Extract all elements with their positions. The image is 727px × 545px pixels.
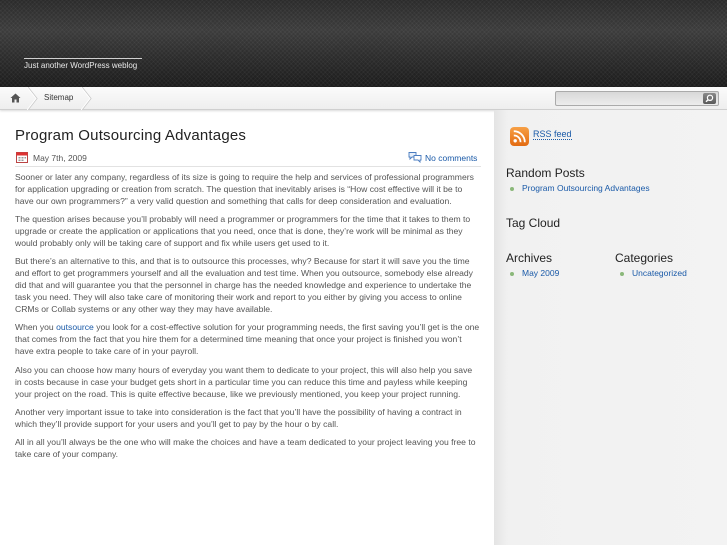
post-paragraph: The question arises because you’ll probably will need a programmer or programmers for the time that it takes to them to upgrade or create the application or applications that you need, once that is done, they’re work will be minimal as they would probably only will be taking care of support and fix while users get used to it. bbox=[15, 214, 471, 249]
post-paragraph: Sooner or later any company, regardless of its size is going to require the help and services of professional programmers for application upgrading or creation from scratch. The question that inevitably arises is “How cost effective will it be to have our own programmers?” a very valid question and something that calls for deep consideration and evaluation. bbox=[15, 172, 474, 206]
calendar-icon bbox=[16, 151, 28, 163]
search-input[interactable] bbox=[555, 91, 719, 106]
random-posts-title: Random Posts bbox=[506, 166, 585, 180]
sidebar bbox=[494, 110, 727, 545]
site-header bbox=[0, 0, 727, 87]
paragraph-text: you look for a cost-effective solution for your programming needs, the first saving you’ll get is the one that comes from the fact that you hire them for a determined time meaning that once your project is finished you won’t have extra people to take care of in your payroll. bbox=[15, 322, 480, 357]
list-bullet bbox=[510, 187, 514, 191]
post-title[interactable]: Program Outsourcing Advantages bbox=[15, 127, 247, 144]
archive-link-may-2009[interactable]: May 2009 bbox=[522, 268, 560, 278]
post-paragraph: Another very important issue to take into consideration is the fact that you’ll have the possibility of having a contract in which they’ll provide support for your users and you’ll get to pay by the hour o by call. bbox=[15, 406, 462, 429]
tag-cloud-title: Tag Cloud bbox=[506, 216, 561, 230]
post-body bbox=[15, 172, 481, 468]
paragraph-text: When you bbox=[15, 322, 57, 333]
search-icon bbox=[705, 94, 714, 103]
post-meta bbox=[15, 150, 481, 167]
categories-title: Categories bbox=[615, 251, 674, 265]
site-tagline: Just another WordPress weblog bbox=[24, 58, 142, 70]
archives-title: Archives bbox=[506, 251, 553, 265]
search-button[interactable] bbox=[703, 93, 716, 104]
home-button[interactable] bbox=[0, 87, 30, 110]
post-paragraph: But there’s an alternative to this, and that is to outsource this processes, why? Because for start it will save you the time and effort to get programmers yourself and all the evaluation and test time. When you outsource, somebody else already did that and will guarantee you that the personnel in charge has the needed knowledge and experience to undertake the task you need. They will also take care of monitoring their work and report to you either by giving you access to online CRMs or Collab systems or any other way they may have available. bbox=[15, 256, 473, 315]
random-post-link[interactable]: Program Outsourcing Advantages bbox=[522, 183, 650, 193]
nav-separator bbox=[27, 87, 39, 110]
post-paragraph bbox=[15, 322, 481, 358]
comments-link[interactable]: No comments bbox=[425, 153, 478, 163]
category-link-uncategorized[interactable]: Uncategorized bbox=[632, 268, 687, 278]
rss-feed-link[interactable]: RSS feed bbox=[533, 129, 572, 139]
post-paragraph: Also you can choose how many hours of everyday you want them to dedicate to your project, this will also help you save in costs because in case your budget gets short in a particular time you can reduce this time and payless while keeping your project on the road. This is quite effective because, like we previously mentioned, you keep your project running. bbox=[15, 364, 473, 399]
home-icon bbox=[10, 93, 21, 103]
outsource-link[interactable]: outsource bbox=[56, 322, 94, 333]
comment-bubbles-icon bbox=[408, 151, 422, 163]
nav-item-sitemap[interactable]: Sitemap bbox=[44, 93, 74, 102]
list-bullet bbox=[620, 272, 624, 276]
nav-bar bbox=[0, 87, 727, 110]
nav-separator bbox=[81, 87, 93, 110]
list-bullet bbox=[510, 272, 514, 276]
post-date: May 7th, 2009 bbox=[33, 153, 87, 163]
rss-icon[interactable] bbox=[510, 127, 529, 146]
post-paragraph: All in all you’ll always be the one who will make the choices and have a team dedicated to your project leaving you free to take care of your company. bbox=[15, 437, 476, 460]
rss-glyph bbox=[513, 130, 526, 143]
